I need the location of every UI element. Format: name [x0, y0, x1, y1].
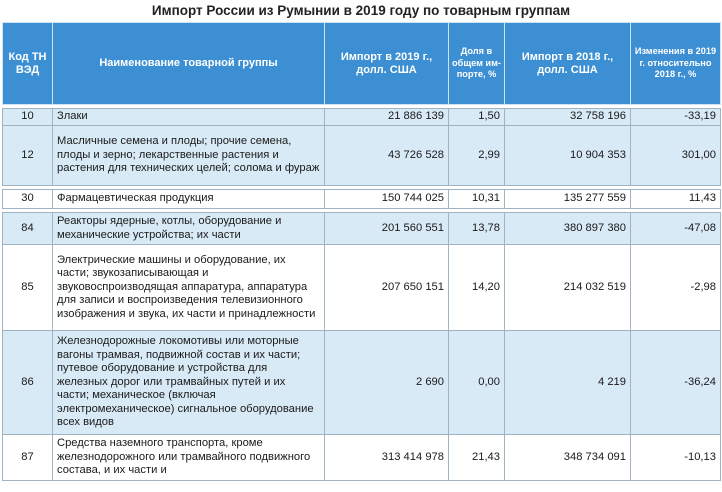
share-cell: 0,00: [449, 331, 505, 435]
code-cell: 86: [3, 331, 53, 435]
code-cell: 87: [3, 435, 53, 481]
table-row: [3, 213, 721, 245]
import-2019-cell: 21 886 139: [325, 109, 449, 126]
code-cell: 84: [3, 213, 53, 245]
import-2019-cell: 201 560 551: [325, 213, 449, 245]
change-cell: 11,43: [631, 190, 721, 209]
header-code: Код ТН ВЭД: [3, 23, 53, 105]
name-cell: Железнодорожные локомотивы или моторные вагоны трамвая, подвижной состав и их части; путевое оборудование и устройства для железных дорог или трамвайных путей и их части; механическое (включая электромеханическое) сигнальное оборудование всех видов: [53, 331, 325, 435]
share-cell: 13,78: [449, 213, 505, 245]
table-row: [3, 435, 721, 481]
import-2019-cell: 2 690: [325, 331, 449, 435]
share-cell: 10,31: [449, 190, 505, 209]
import-2019-cell: 313 414 978: [325, 435, 449, 481]
code-cell: 85: [3, 245, 53, 331]
name-cell: Масличные семена и плоды; прочие семена, плоды и зерно; лекарственные растения и растения для технических целей; солома и фураж: [53, 126, 325, 186]
import-2018-cell: 32 758 196: [505, 109, 631, 126]
import-2018-cell: 348 734 091: [505, 435, 631, 481]
import-2019-cell: 207 650 151: [325, 245, 449, 331]
table-row: [3, 109, 721, 126]
change-cell: 301,00: [631, 126, 721, 186]
import-2018-cell: 10 904 353: [505, 126, 631, 186]
change-cell: -36,24: [631, 331, 721, 435]
header-import-2018: Импорт в 2018 г., долл. США: [505, 23, 631, 105]
code-cell: 10: [3, 109, 53, 126]
name-cell: Реакторы ядерные, котлы, оборудование и механические устройства; их части: [53, 213, 325, 245]
share-cell: 14,20: [449, 245, 505, 331]
change-cell: -33,19: [631, 109, 721, 126]
import-2018-cell: 214 032 519: [505, 245, 631, 331]
name-cell: Злаки: [53, 109, 325, 126]
table-row: [3, 126, 721, 186]
share-cell: 21,43: [449, 435, 505, 481]
import-2019-cell: 150 744 025: [325, 190, 449, 209]
name-cell: Средства наземного транспорта, кроме железнодорожного или трамвайного подвижного состава, и их части и: [53, 435, 325, 481]
import-2019-cell: 43 726 528: [325, 126, 449, 186]
name-cell: Электрические машины и оборудование, их части; звукозаписывающая и звуковоспроизводящая аппаратура, аппаратура для записи и воспроизведения телевизионного изображения и звука, их части и принадлежности: [53, 245, 325, 331]
table-row: [3, 245, 721, 331]
import-2018-cell: 380 897 380: [505, 213, 631, 245]
header-import-2019: Импорт в 2019 г., долл. США: [325, 23, 449, 105]
header-share: Доля в общем им- порте, %: [449, 23, 505, 105]
code-cell: 30: [3, 190, 53, 209]
table-row: [3, 331, 721, 435]
header-change: Изменения в 2019 г. относительно 2018 г., %: [631, 23, 721, 105]
table-row: [3, 190, 721, 209]
import-2018-cell: 4 219: [505, 331, 631, 435]
header-name: Наименование товарной группы: [53, 23, 325, 105]
share-cell: 1,50: [449, 109, 505, 126]
import-table: [2, 22, 721, 481]
import-2018-cell: 135 277 559: [505, 190, 631, 209]
change-cell: -2,98: [631, 245, 721, 331]
change-cell: -10,13: [631, 435, 721, 481]
change-cell: -47,08: [631, 213, 721, 245]
header-row: [3, 23, 721, 105]
page-title: Импорт России из Румынии в 2019 году по товарным группам: [151, 3, 571, 18]
name-cell: Фармацевтическая продукция: [53, 190, 325, 209]
share-cell: 2,99: [449, 126, 505, 186]
code-cell: 12: [3, 126, 53, 186]
